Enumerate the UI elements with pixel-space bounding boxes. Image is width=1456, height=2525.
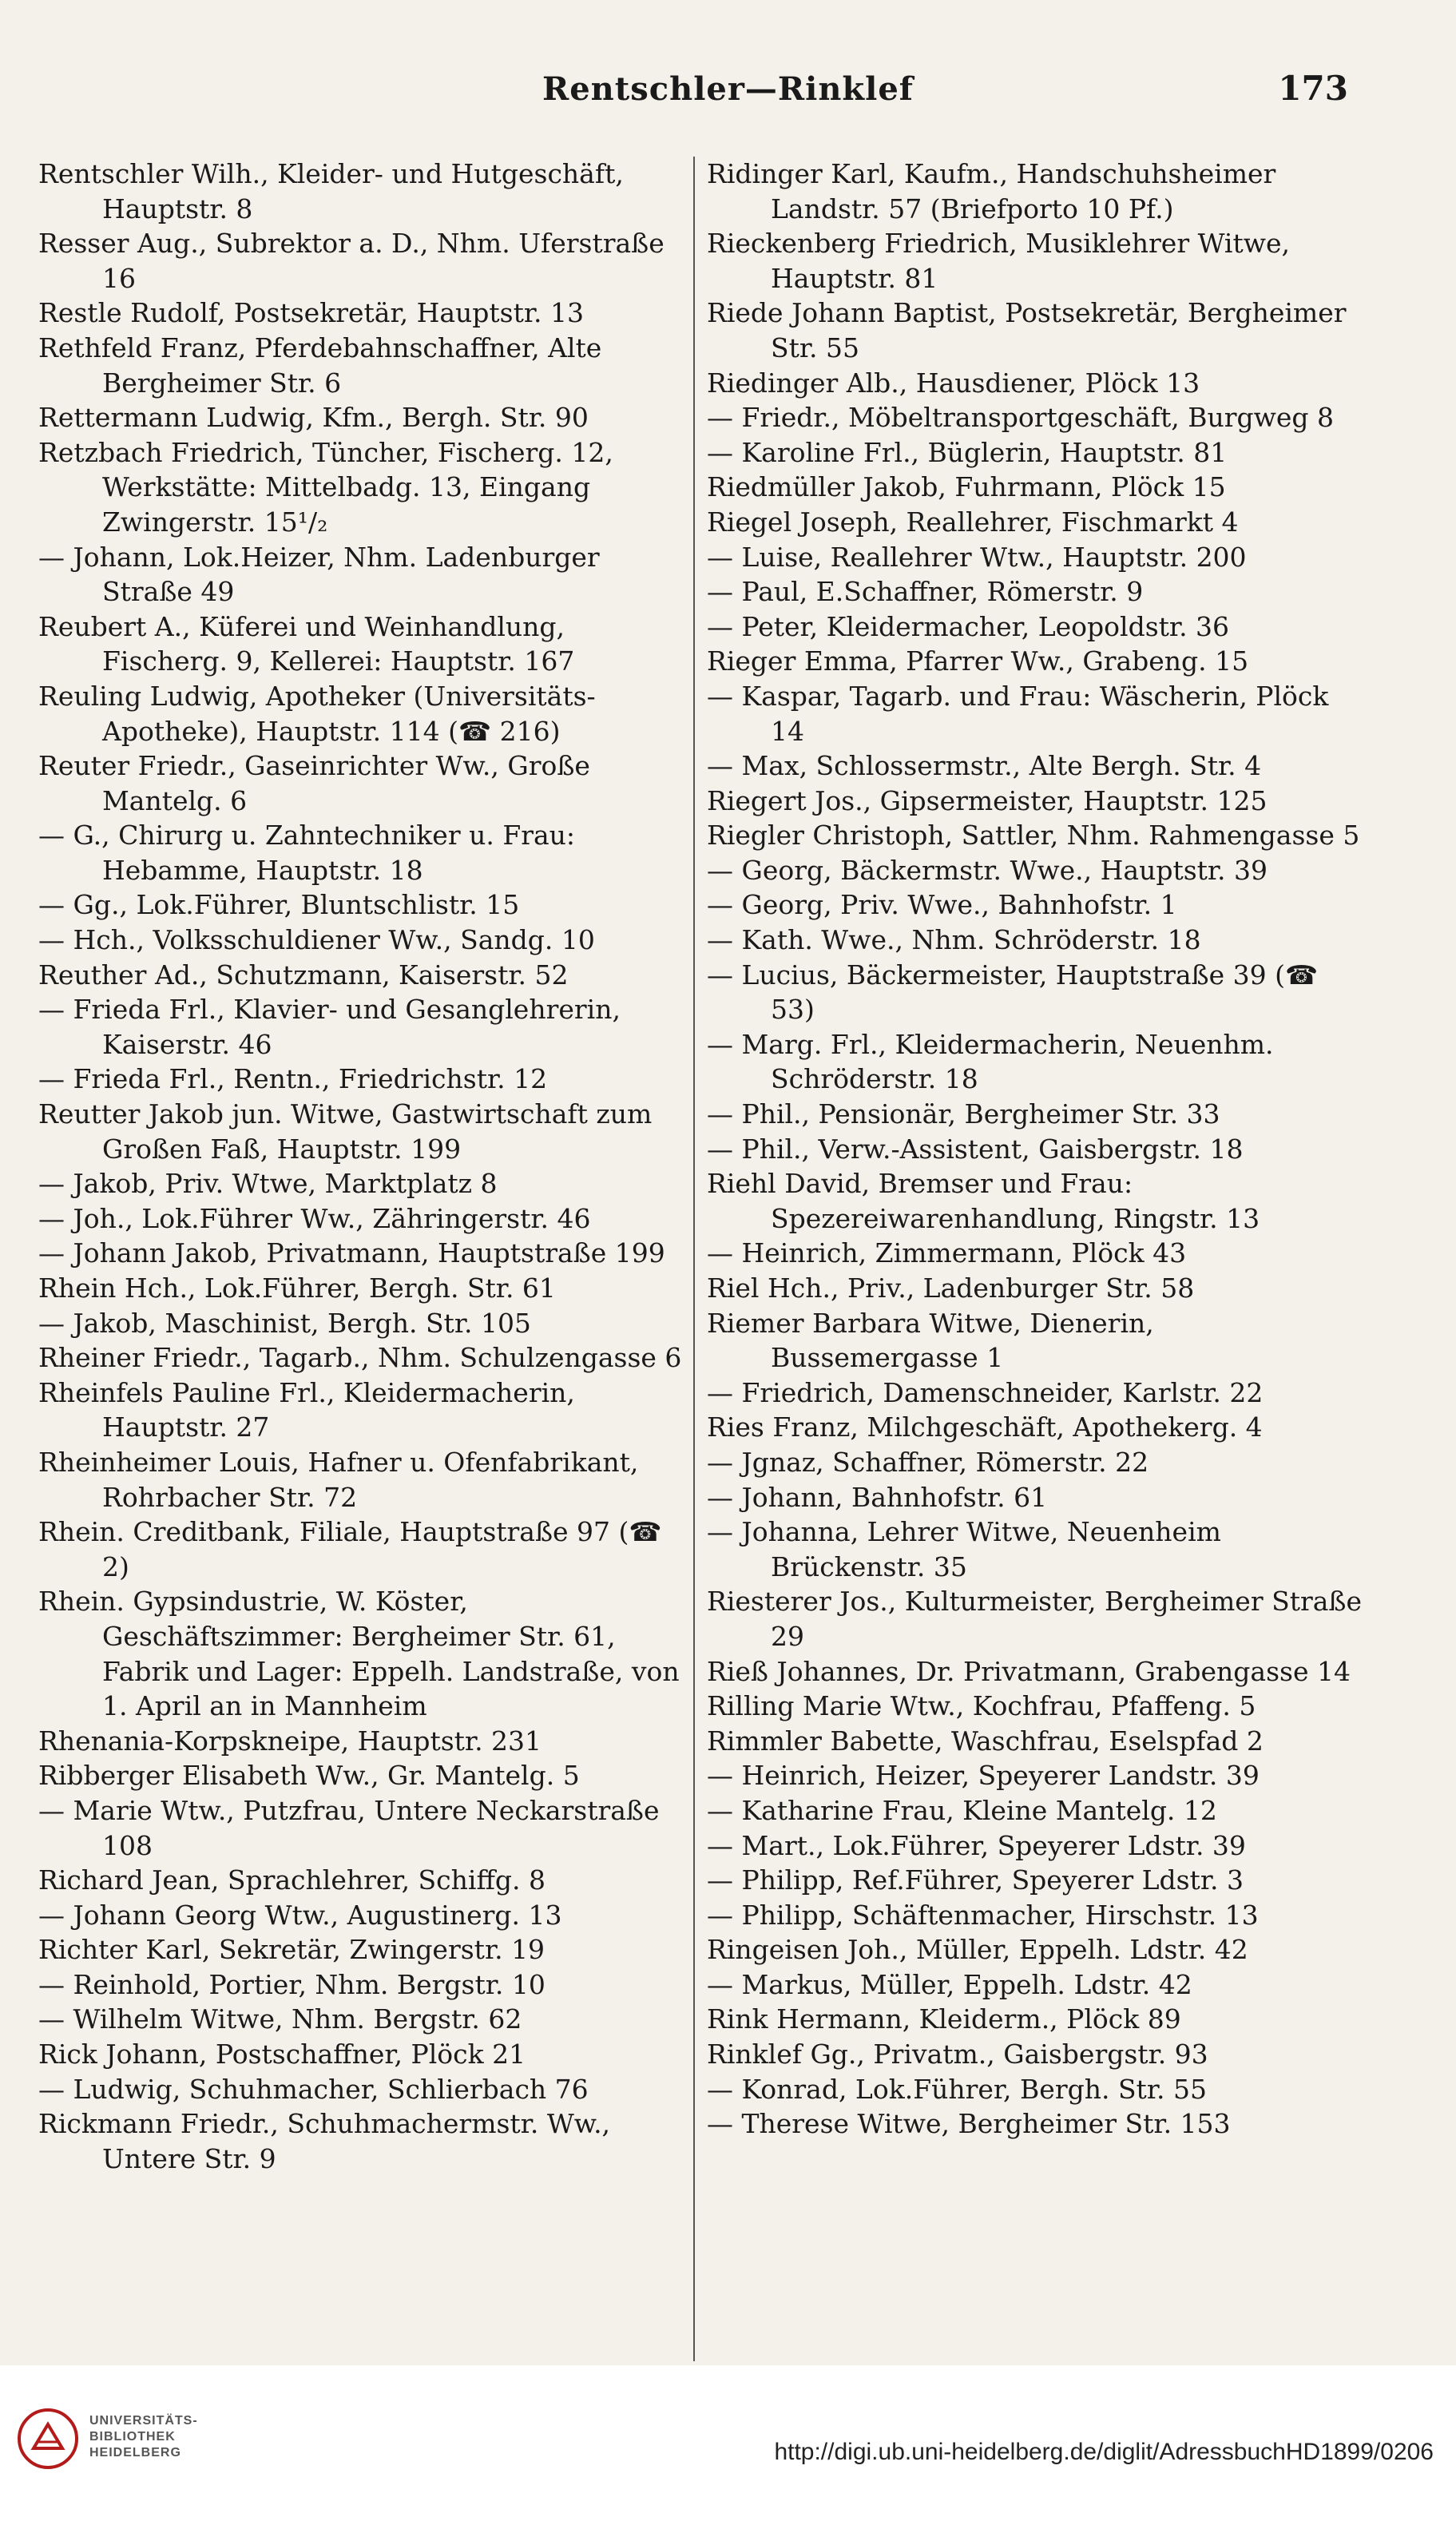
directory-entry: — Max, Schlossermstr., Alte Bergh. Str. 4 <box>707 750 1262 782</box>
directory-entry: Riegert Jos., Gipsermeister, Hauptstr. 125 <box>707 784 1268 816</box>
directory-entry: Rethfeld Franz, Pferdebahnschaffner, Alte Bergheimer Str. 6 <box>38 332 602 399</box>
directory-entry: Rhenania-Korpskneipe, Hauptstr. 231 <box>38 1725 542 1757</box>
directory-entry: Riel Hch., Priv., Ladenburger Str. 58 <box>707 1272 1195 1304</box>
directory-entry: Riedmüller Jakob, Fuhrmann, Plöck 15 <box>707 471 1226 503</box>
directory-entry: Rieger Emma, Pfarrer Ww., Grabeng. 15 <box>707 645 1249 677</box>
directory-entry: — Philipp, Schäftenmacher, Hirschstr. 13 <box>707 1899 1259 1931</box>
page-header <box>0 62 1456 118</box>
directory-entry: Riemer Barbara Witwe, Dienerin, Bussemergasse 1 <box>707 1307 1154 1374</box>
page-number: 173 <box>1278 69 1348 108</box>
directory-entry: Ridinger Karl, Kaufm., Handschuhsheimer Landstr. 57 (Briefporto 10 Pf.) <box>707 158 1276 224</box>
source-url-link[interactable]: http://digi.ub.uni-heidelberg.de/diglit/AdressbuchHD1899/0206 <box>774 2439 1434 2465</box>
directory-entry: — Marg. Frl., Kleidermacherin, Neuenhm. Schröderstr. 18 <box>707 1028 1274 1095</box>
directory-entry: — Friedr., Möbeltransportgeschäft, Burgweg 8 <box>707 402 1335 434</box>
directory-entry: — Jakob, Maschinist, Bergh. Str. 105 <box>38 1307 531 1339</box>
column-divider <box>693 157 695 2361</box>
directory-entry: — Mart., Lok.Führer, Speyerer Ldstr. 39 <box>707 1829 1246 1861</box>
directory-entry: Riegel Joseph, Reallehrer, Fischmarkt 4 <box>707 506 1239 538</box>
footer <box>0 2365 1456 2525</box>
directory-entry: — Marie Wtw., Putzfrau, Untere Neckarstraße 108 <box>38 1794 660 1861</box>
directory-entry: — Philipp, Ref.Führer, Speyerer Ldstr. 3 <box>707 1864 1244 1896</box>
directory-entry: — Therese Witwe, Bergheimer Str. 153 <box>707 2108 1231 2140</box>
directory-entry: — Ludwig, Schuhmacher, Schlierbach 76 <box>38 2073 589 2105</box>
directory-entry: — Heinrich, Heizer, Speyerer Landstr. 39 <box>707 1760 1260 1792</box>
directory-entry: Reuter Friedr., Gaseinrichter Ww., Große Mantelg. 6 <box>38 750 590 816</box>
directory-entry: Resser Aug., Subrektor a. D., Nhm. Uferstraße 16 <box>38 228 665 294</box>
directory-entry: — Luise, Reallehrer Wtw., Hauptstr. 200 <box>707 541 1247 573</box>
directory-entry: — Johann Jakob, Privatmann, Hauptstraße 199 <box>38 1237 665 1269</box>
directory-entry: Ries Franz, Milchgeschäft, Apothekerg. 4 <box>707 1411 1263 1443</box>
directory-entry: — Phil., Pensionär, Bergheimer Str. 33 <box>707 1098 1220 1130</box>
directory-entry: — Friedrich, Damenschneider, Karlstr. 22 <box>707 1376 1264 1408</box>
directory-entry: Rickmann Friedr., Schuhmachermstr. Ww., Untere Str. 9 <box>38 2108 611 2174</box>
directory-entry: Rheiner Friedr., Tagarb., Nhm. Schulzengasse 6 <box>38 1342 682 1374</box>
directory-entry: — Paul, E.Schaffner, Römerstr. 9 <box>707 576 1144 608</box>
directory-entry: — Gg., Lok.Führer, Bluntschlistr. 15 <box>38 889 520 921</box>
directory-entry: Ribberger Elisabeth Ww., Gr. Mantelg. 5 <box>38 1760 580 1792</box>
directory-entry: Riehl David, Bremser und Frau: Spezereiwarenhandlung, Ringstr. 13 <box>707 1168 1260 1234</box>
directory-entry: — Phil., Verw.-Assistent, Gaisbergstr. 18 <box>707 1133 1244 1165</box>
directory-entry: Richard Jean, Sprachlehrer, Schiffg. 8 <box>38 1864 546 1896</box>
directory-entry: Retzbach Friedrich, Tüncher, Fischerg. 12, Werkstätte: Mittelbadg. 13, Eingang Zwingerstr. 15¹/₂ <box>38 436 613 538</box>
directory-entry: Reubert A., Küferei und Weinhandlung, Fischerg. 9, Kellerei: Hauptstr. 167 <box>38 610 575 677</box>
directory-entry: Ringeisen Joh., Müller, Eppelh. Ldstr. 42 <box>707 1934 1248 1966</box>
directory-entry: — Reinhold, Portier, Nhm. Bergstr. 10 <box>38 1968 546 2000</box>
library-name-line: HEIDELBERG <box>89 2446 181 2459</box>
library-name-line: BIBLIOTHEK <box>89 2430 176 2444</box>
directory-entry: Riesterer Jos., Kulturmeister, Bergheimer Straße 29 <box>707 1586 1362 1652</box>
left-column <box>38 157 687 2361</box>
directory-entry: Rieckenberg Friedrich, Musiklehrer Witwe, Hauptstr. 81 <box>707 228 1291 294</box>
directory-entry: Rilling Marie Wtw., Kochfrau, Pfaffeng. 5 <box>707 1690 1256 1722</box>
directory-entry: — Johann Georg Wtw., Augustinerg. 13 <box>38 1899 562 1931</box>
directory-entry: Riegler Christoph, Sattler, Nhm. Rahmengasse 5 <box>707 820 1360 852</box>
directory-entry: Rhein. Creditbank, Filiale, Hauptstraße 97 (☎ 2) <box>38 1516 662 1582</box>
directory-entry: Rimmler Babette, Waschfrau, Eselspfad 2 <box>707 1725 1264 1757</box>
directory-entry: — Heinrich, Zimmermann, Plöck 43 <box>707 1237 1187 1269</box>
directory-entry: — Jakob, Priv. Wtwe, Marktplatz 8 <box>38 1168 498 1200</box>
directory-entry: — Frieda Frl., Rentn., Friedrichstr. 12 <box>38 1063 548 1095</box>
directory-entry: — Johanna, Lehrer Witwe, Neuenheim Brückenstr. 35 <box>707 1516 1221 1582</box>
directory-entry: — Kaspar, Tagarb. und Frau: Wäscherin, Plöck 14 <box>707 680 1329 747</box>
directory-entry: Rentschler Wilh., Kleider- und Hutgeschäft, Hauptstr. 8 <box>38 158 624 224</box>
library-logo-icon <box>16 2407 80 2471</box>
directory-entry: — Konrad, Lok.Führer, Bergh. Str. 55 <box>707 2073 1207 2105</box>
directory-entry: — Peter, Kleidermacher, Leopoldstr. 36 <box>707 610 1230 642</box>
directory-entry: Riede Johann Baptist, Postsekretär, Bergheimer Str. 55 <box>707 297 1347 363</box>
directory-entry: Reutter Jakob jun. Witwe, Gastwirtschaft zum Großen Faß, Hauptstr. 199 <box>38 1098 653 1165</box>
directory-entry: Reuther Ad., Schutzmann, Kaiserstr. 52 <box>38 959 569 991</box>
directory-entry: — Jgnaz, Schaffner, Römerstr. 22 <box>707 1446 1149 1478</box>
directory-entry: Richter Karl, Sekretär, Zwingerstr. 19 <box>38 1934 546 1966</box>
directory-entry: Rick Johann, Postschaffner, Plöck 21 <box>38 2039 526 2070</box>
directory-entry: — Johann, Lok.Heizer, Nhm. Ladenburger Straße 49 <box>38 541 600 608</box>
directory-entry: — Katharine Frau, Kleine Mantelg. 12 <box>707 1794 1217 1826</box>
directory-entry: — Georg, Priv. Wwe., Bahnhofstr. 1 <box>707 889 1177 921</box>
directory-entry: — Joh., Lok.Führer Ww., Zähringerstr. 46 <box>38 1202 591 1234</box>
library-name-line: UNIVERSITÄTS- <box>89 2414 198 2428</box>
directory-entry: Rheinfels Pauline Frl., Kleidermacherin, Hauptstr. 27 <box>38 1376 575 1443</box>
directory-entry: Rheinheimer Louis, Hafner u. Ofenfabrikant, Rohrbacher Str. 72 <box>38 1446 639 1513</box>
directory-entry: — Markus, Müller, Eppelh. Ldstr. 42 <box>707 1968 1192 2000</box>
directory-entry: Rhein Hch., Lok.Führer, Bergh. Str. 61 <box>38 1272 556 1304</box>
right-column <box>707 157 1362 2361</box>
directory-entry: Rieß Johannes, Dr. Privatmann, Grabengasse 14 <box>707 1655 1351 1687</box>
directory-entry: — Frieda Frl., Klavier- und Gesanglehrerin, Kaiserstr. 46 <box>38 994 621 1060</box>
directory-entry: — Georg, Bäckermstr. Wwe., Hauptstr. 39 <box>707 854 1268 886</box>
directory-entry: — G., Chirurg u. Zahntechniker u. Frau: Hebamme, Hauptstr. 18 <box>38 820 576 886</box>
directory-entry: — Kath. Wwe., Nhm. Schröderstr. 18 <box>707 924 1201 956</box>
directory-entry: Rettermann Ludwig, Kfm., Bergh. Str. 90 <box>38 402 589 434</box>
directory-entry: — Hch., Volksschuldiener Ww., Sandg. 10 <box>38 924 595 956</box>
directory-entry: Rink Hermann, Kleiderm., Plöck 89 <box>707 2003 1181 2035</box>
page-title: Rentschler—Rinklef <box>542 70 914 108</box>
directory-entry: — Johann, Bahnhofstr. 61 <box>707 1481 1048 1513</box>
directory-entry: Restle Rudolf, Postsekretär, Hauptstr. 13 <box>38 297 584 329</box>
directory-entry: — Lucius, Bäckermeister, Hauptstraße 39 (☎ 53) <box>707 959 1319 1026</box>
directory-entry: Reuling Ludwig, Apotheker (Universitäts-Apotheke), Hauptstr. 114 (☎ 216) <box>38 680 596 747</box>
directory-entry: — Karoline Frl., Büglerin, Hauptstr. 81 <box>707 436 1228 468</box>
directory-entry: — Wilhelm Witwe, Nhm. Bergstr. 62 <box>38 2003 522 2035</box>
directory-entry: Rhein. Gypsindustrie, W. Köster, Geschäftszimmer: Bergheimer Str. 61, Fabrik und Lager: Eppelh. Landstraße, von 1. April an in Mannheim <box>38 1586 680 1722</box>
library-name <box>89 2413 198 2461</box>
directory-entry: Rinklef Gg., Privatm., Gaisbergstr. 93 <box>707 2039 1208 2070</box>
directory-entry: Riedinger Alb., Hausdiener, Plöck 13 <box>707 367 1200 399</box>
